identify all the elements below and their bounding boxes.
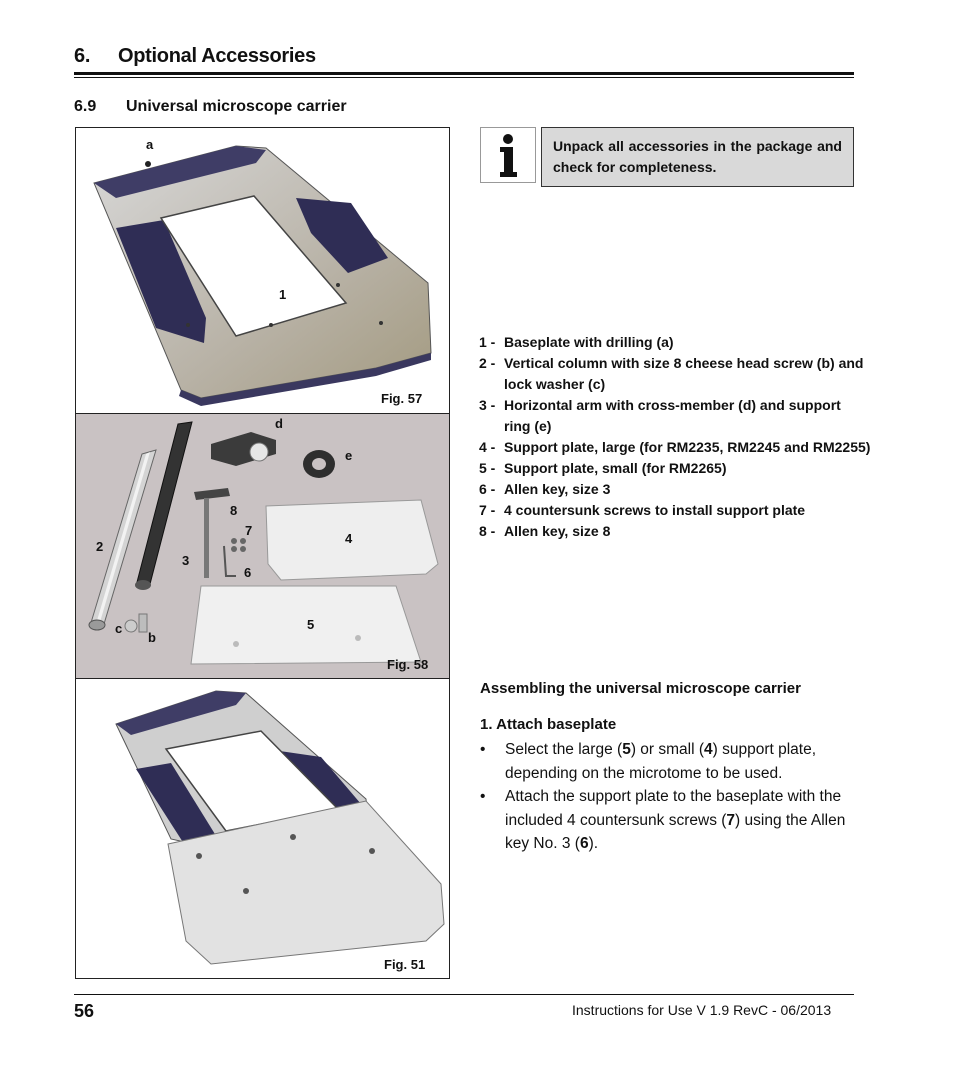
figure-label: Fig. 51 (384, 957, 426, 972)
callout-a: a (146, 137, 154, 152)
section-title-text: Universal microscope carrier (126, 98, 347, 115)
header-rule-thin (74, 77, 854, 78)
assembly-title: Assembling the universal microscope carrier (480, 680, 801, 697)
callout-d: d (275, 416, 283, 431)
callout-c: c (115, 621, 123, 636)
list-item-text: Horizontal arm with cross-member (d) and support ring (e) (504, 397, 841, 434)
figure-51 (75, 678, 450, 979)
figure-58 (75, 413, 450, 679)
list-item (479, 437, 871, 458)
instruction-item (480, 785, 860, 856)
footer-text: Instructions for Use V 1.9 RevC - 06/2013 (572, 1002, 832, 1018)
info-note: Unpack all accessories in the package and check for completeness. (541, 127, 854, 187)
callout-7: 7 (245, 523, 253, 538)
page-number: 56 (74, 1001, 95, 1021)
instruction-text: Select the large (5) or small (4) support plate, depending on the microtome to be used. (505, 741, 817, 782)
callout-6: 6 (244, 565, 252, 580)
list-item (479, 458, 871, 479)
info-icon-box (480, 127, 536, 183)
parts-list (479, 332, 871, 542)
step-title: 1. Attach baseplate (480, 716, 617, 733)
list-item-text: Support plate, large (for RM2235, RM2245 and RM2255) (504, 439, 871, 455)
list-item-number: 7 - (479, 502, 496, 518)
bullet-icon: • (480, 741, 486, 758)
chapter-title-text: Optional Accessories (118, 45, 316, 67)
callout-8: 8 (230, 503, 238, 518)
list-item (479, 521, 871, 542)
list-item-number: 3 - (479, 397, 496, 413)
list-item-text: Allen key, size 8 (504, 523, 611, 539)
figure-57 (75, 127, 450, 414)
instruction-list (480, 738, 860, 856)
list-item (479, 479, 871, 500)
instruction-item (480, 738, 860, 785)
chapter-title (74, 45, 316, 68)
callout-3: 3 (182, 553, 190, 568)
callout-b: b (148, 630, 156, 645)
figure-label: Fig. 58 (387, 657, 429, 672)
header-rule (74, 72, 854, 75)
list-item (479, 395, 871, 437)
figure-label: Fig. 57 (381, 391, 423, 406)
section-number: 6.9 (74, 98, 97, 115)
list-item-text: 4 countersunk screws to install support plate (504, 502, 806, 518)
list-item-number: 8 - (479, 523, 496, 539)
list-item-text: Support plate, small (for RM2265) (504, 460, 727, 476)
list-item-text: Vertical column with size 8 cheese head screw (b) and lock washer (c) (504, 355, 864, 392)
parts-illustration (76, 414, 450, 679)
list-item (479, 500, 871, 521)
callout-5: 5 (307, 617, 315, 632)
assembled-carrier-illustration (76, 679, 450, 979)
list-item-number: 4 - (479, 439, 496, 455)
section-title (74, 98, 347, 116)
list-item-number: 6 - (479, 481, 496, 497)
list-item-number: 1 - (479, 334, 496, 350)
info-icon (481, 128, 535, 182)
bullet-icon: • (480, 788, 486, 805)
callout-e: e (345, 448, 353, 463)
chapter-number: 6. (74, 45, 91, 67)
callout-4: 4 (345, 531, 353, 546)
list-item (479, 353, 871, 395)
list-item-text: Allen key, size 3 (504, 481, 611, 497)
list-item-number: 2 - (479, 355, 496, 371)
baseplate-illustration (76, 128, 450, 414)
list-item-number: 5 - (479, 460, 496, 476)
list-item (479, 332, 871, 353)
instruction-text: Attach the support plate to the baseplate with the included 4 countersunk screws (7) using the Allen key No. 3 (6). (505, 788, 846, 852)
callout-2: 2 (96, 539, 104, 554)
callout-1: 1 (279, 287, 287, 302)
list-item-text: Baseplate with drilling (a) (504, 334, 674, 350)
footer-rule (74, 994, 854, 995)
